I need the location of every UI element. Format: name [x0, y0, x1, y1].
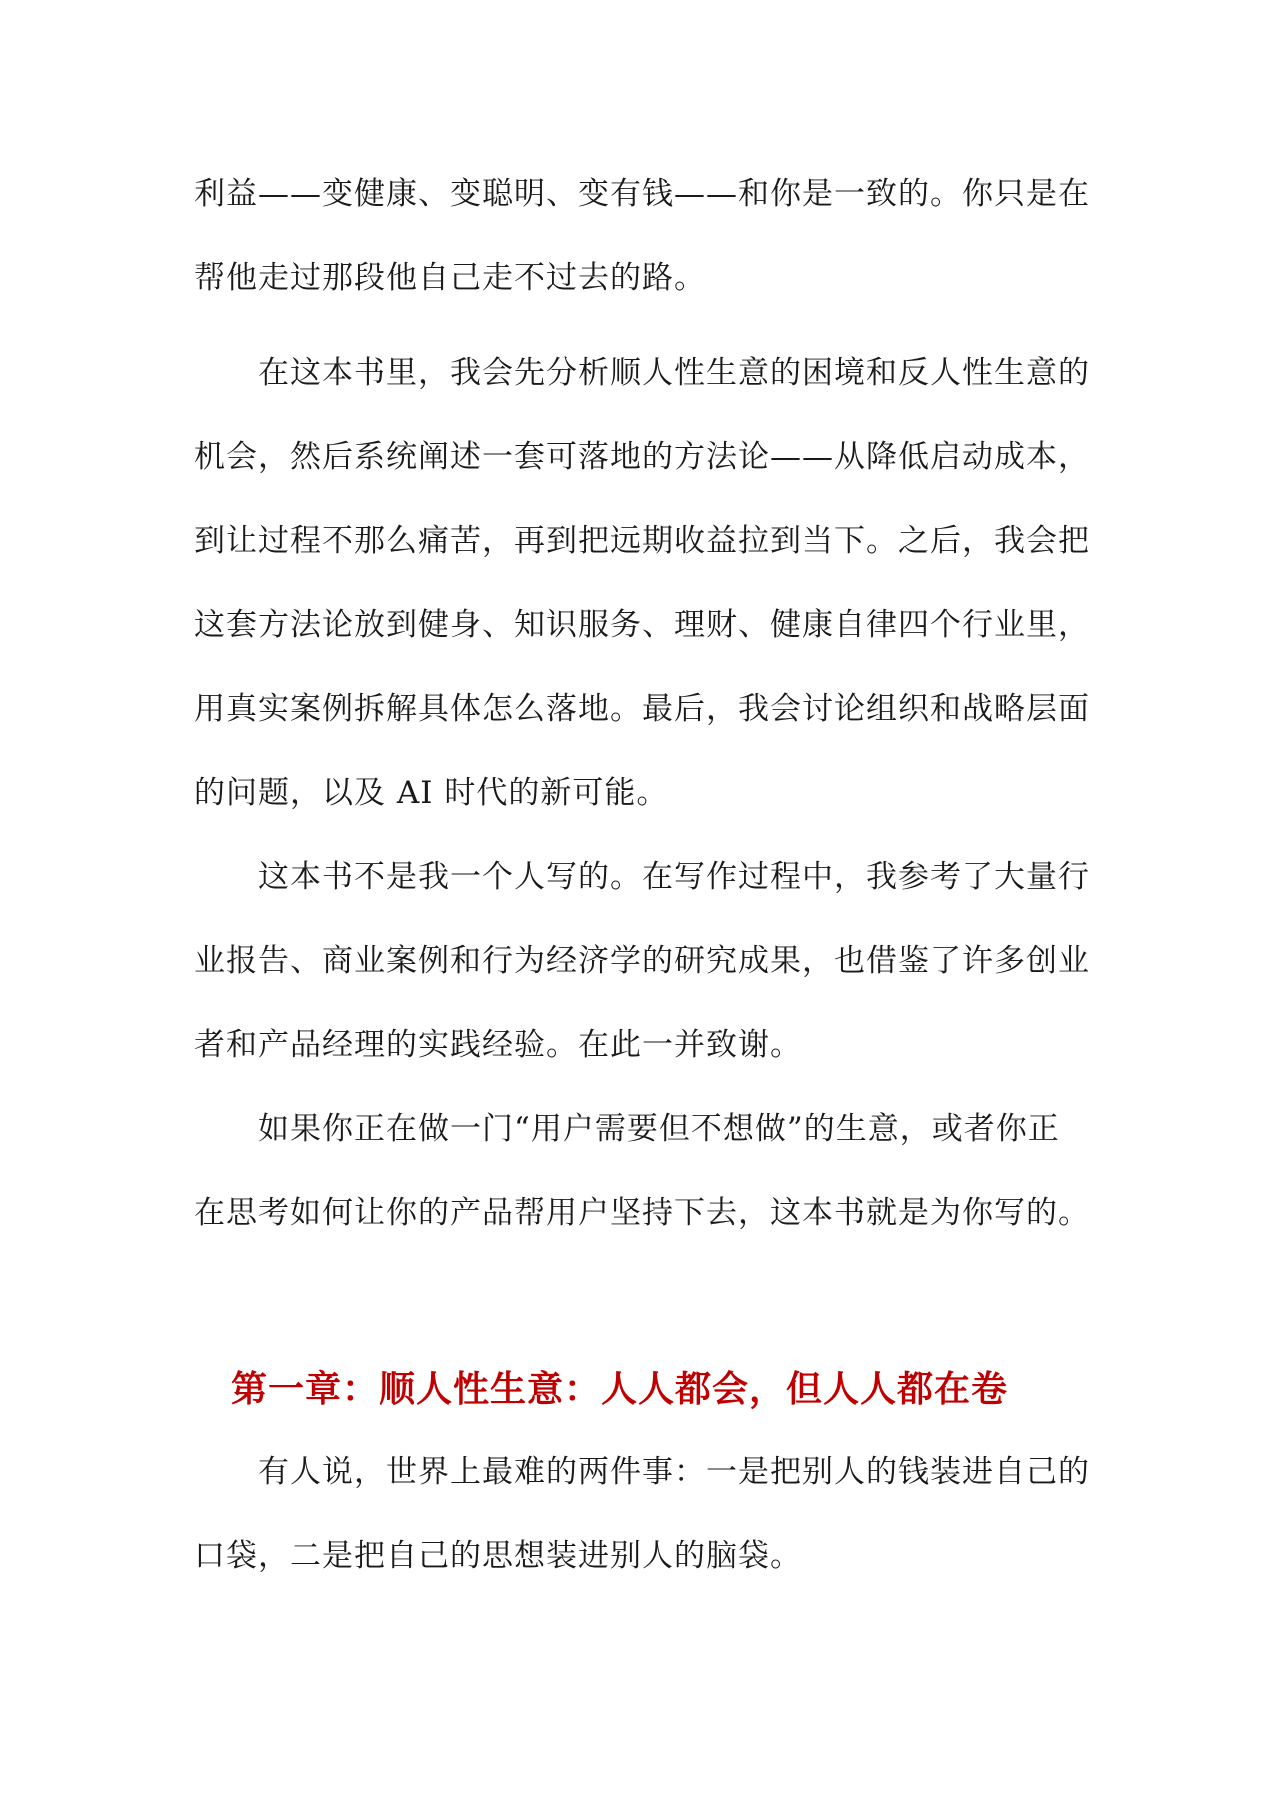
text-line: 口袋，二是把自己的思想装进别人的脑袋。 — [194, 1538, 802, 1574]
text-line: 的问题，以及 AI 时代的新可能。 — [194, 775, 669, 811]
chapter-heading: 第一章：顺人性生意：人人都会，但人人都在卷 — [231, 1369, 1009, 1410]
text-line: 这本书不是我一个人写的。在写作过程中，我参考了大量行 — [258, 859, 1090, 895]
text-line: 利益——变健康、变聪明、变有钱——和你是一致的。你只是在 — [194, 176, 1090, 212]
text-line: 在这本书里，我会先分析顺人性生意的困境和反人性生意的 — [258, 355, 1090, 391]
text-line: 业报告、商业案例和行为经济学的研究成果，也借鉴了许多创业 — [194, 943, 1090, 979]
text-line: 有人说，世界上最难的两件事：一是把别人的钱装进自己的 — [258, 1454, 1090, 1490]
text-line: 在思考如何让你的产品帮用户坚持下去，这本书就是为你写的。 — [194, 1195, 1090, 1231]
text-line: 到让过程不那么痛苦，再到把远期收益拉到当下。之后，我会把 — [194, 523, 1090, 559]
text-line: 用真实案例拆解具体怎么落地。最后，我会讨论组织和战略层面 — [194, 691, 1090, 727]
text-line: 者和产品经理的实践经验。在此一并致谢。 — [194, 1027, 802, 1063]
text-line: 如果你正在做一门“用户需要但不想做”的生意，或者你正 — [258, 1111, 1060, 1147]
text-line: 这套方法论放到健身、知识服务、理财、健康自律四个行业里， — [194, 607, 1090, 643]
text-line: 帮他走过那段他自己走不过去的路。 — [194, 260, 706, 296]
text-line: 机会，然后系统阐述一套可落地的方法论——从降低启动成本， — [194, 439, 1090, 475]
